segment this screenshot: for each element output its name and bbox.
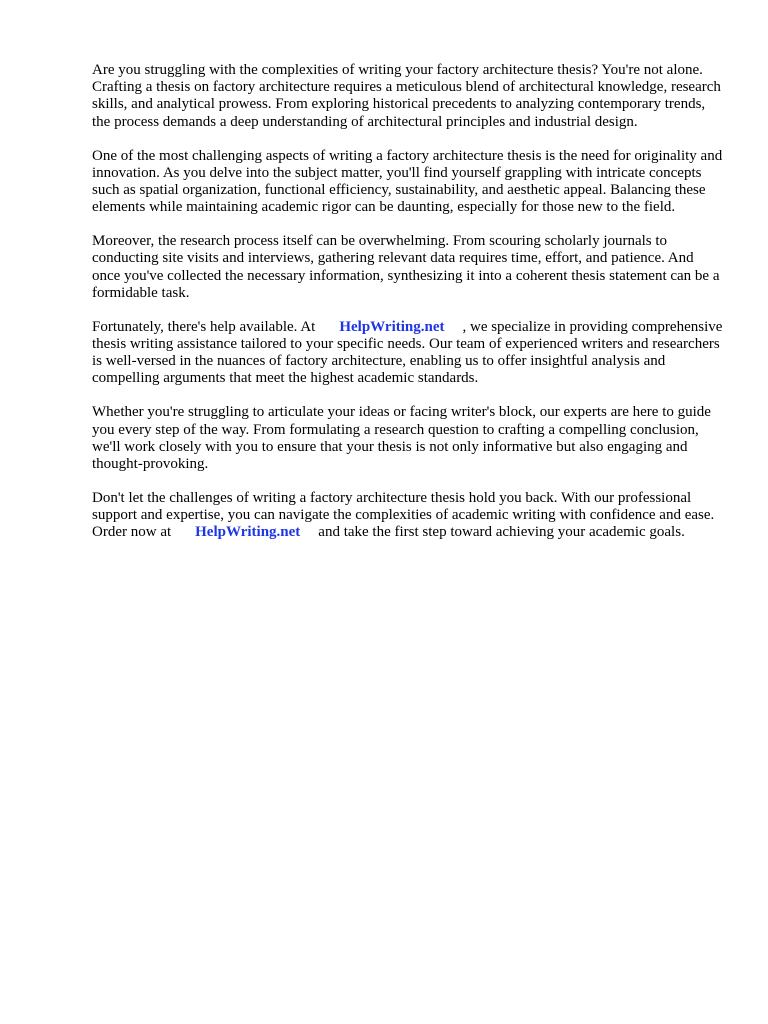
helpwriting-link[interactable]: HelpWriting.net bbox=[339, 318, 445, 335]
paragraph-support: Whether you're struggling to articulate your ideas or facing writer's block, our experts are here to guide you every step of the way. From formulating a research question to crafting a compelling conclusion, we'll work closely with you to ensure that your thesis is not only informative but also engaging and thought-provoking. bbox=[92, 404, 711, 473]
paragraph-challenges: One of the most challenging aspects of writing a factory architecture thesis is the need for originality and innovation. As you delve into the subject matter, you'll find yourself grappling with intricate concepts such as spatial organization, functional efficiency, sustainability, and aesthetic appeal. Balancing these elements while maintaining academic rigor can be daunting, especially for those new to the field. bbox=[92, 147, 723, 216]
paragraph-closing bbox=[92, 490, 724, 542]
paragraph-research: Moreover, the research process itself can be overwhelming. From scouring scholarly journals to conducting site visits and interviews, gathering relevant data requires time, effort, and patience. And once you've collected the necessary information, synthesizing it into a coherent thesis statement can be a formidable task. bbox=[92, 233, 720, 301]
paragraph-intro: Are you struggling with the complexities of writing your factory architecture thesis? You're not alone. Crafting a thesis on factory architecture requires a meticulous blend of architectural knowledge, research skills, and analytical prowess. From exploring historical precedents to analyzing contemporary trends, the process demands a deep understanding of architectural principles and industrial design. bbox=[92, 62, 721, 130]
paragraph-help-text-before: Fortunately, there's help available. At bbox=[92, 318, 316, 335]
document-body bbox=[92, 62, 724, 558]
paragraph-closing-text-after: and take the first step toward achieving your academic goals. bbox=[318, 524, 685, 541]
paragraph-closing-text-before: Don't let the challenges of writing a factory architecture thesis hold you back. With our professional support and expertise, you can navigate the complexities of academic writing with confidence and ease. Order now at bbox=[92, 490, 715, 541]
paragraph-help bbox=[92, 319, 724, 388]
paragraph-help-text-after: , we specialize in providing comprehensive thesis writing assistance tailored to your specific needs. Our team of experienced writers and researchers is well-versed in the nuances of factory architecture, enabling us to offer insightful analysis and compelling arguments that meet the highest academic standards. bbox=[92, 318, 723, 387]
helpwriting-order-link[interactable]: HelpWriting.net bbox=[195, 524, 301, 541]
